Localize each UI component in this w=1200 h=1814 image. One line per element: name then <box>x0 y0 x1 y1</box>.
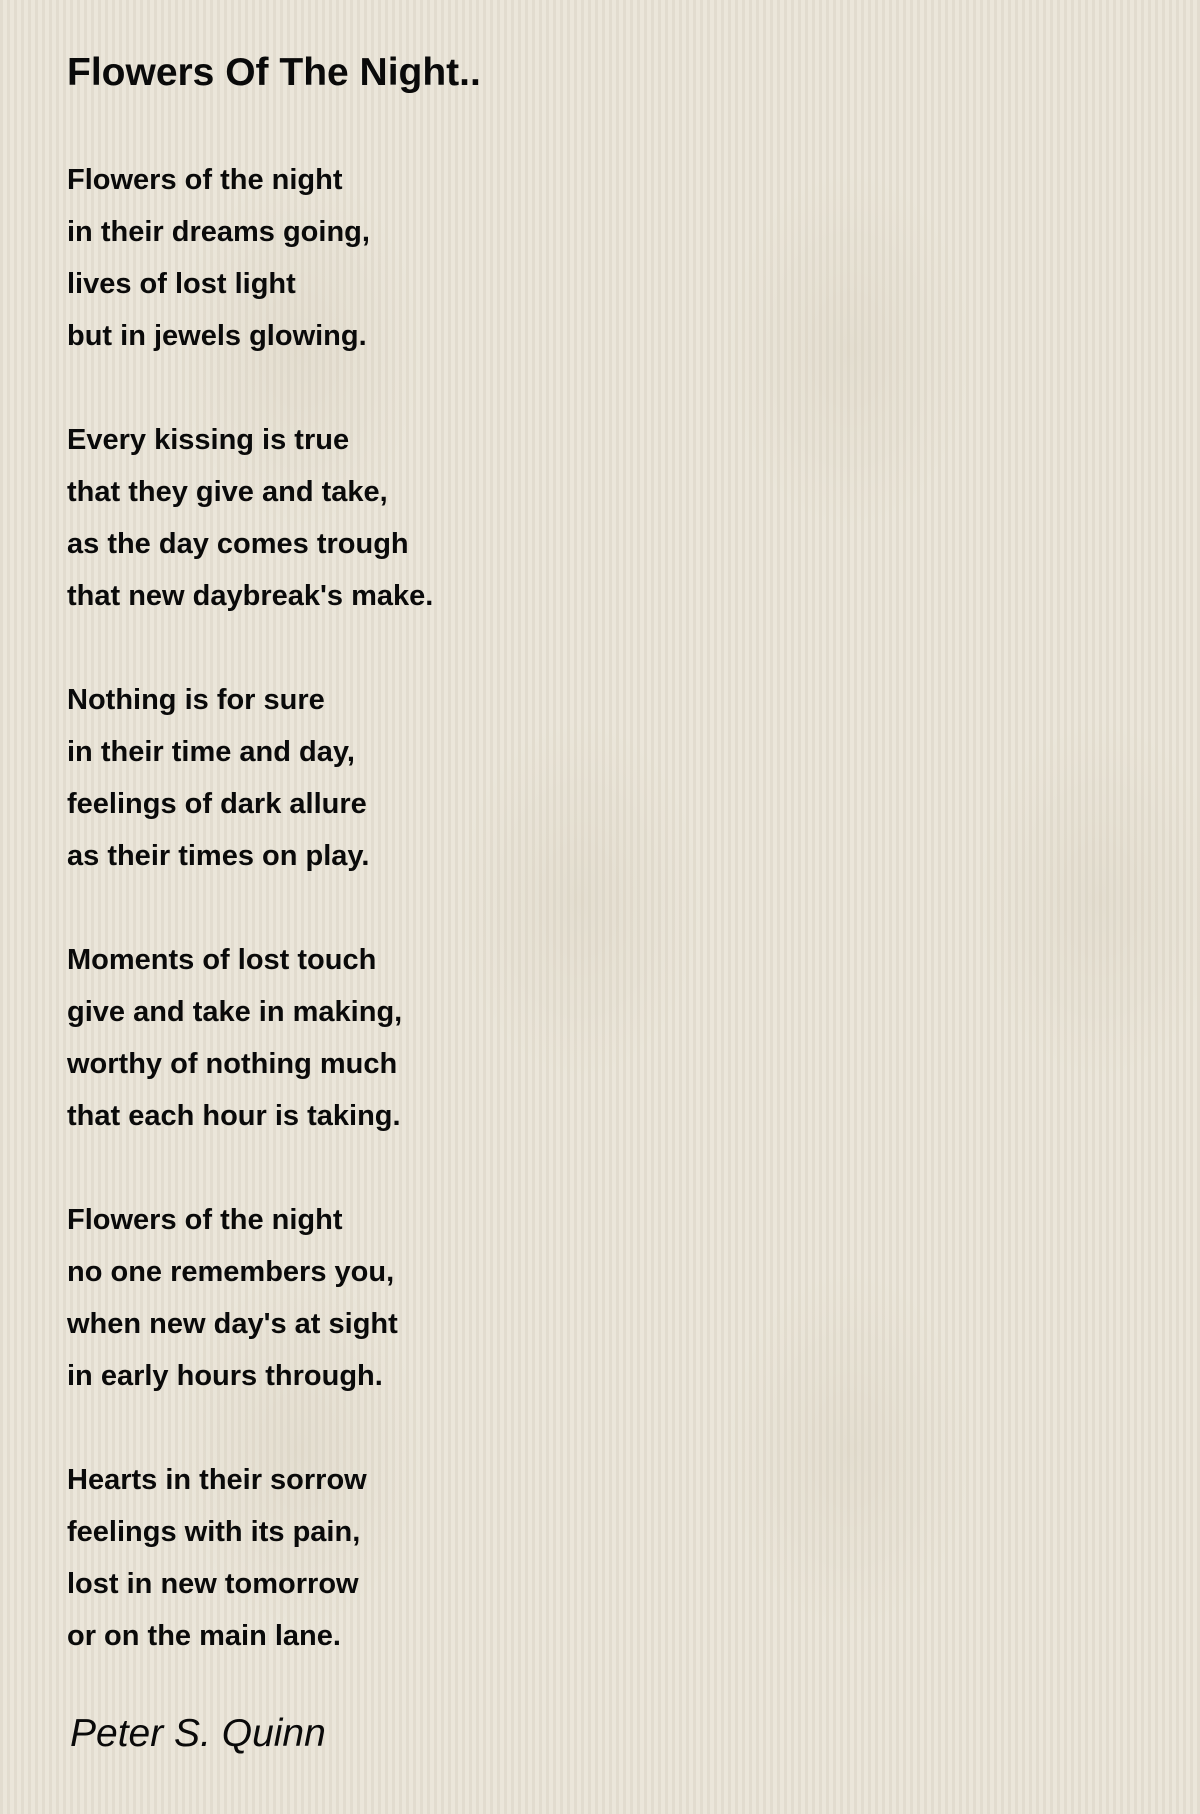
poem-line: as their times on play. <box>67 840 370 872</box>
stanza <box>67 1194 433 1402</box>
poem-line: Flowers of the night <box>67 1204 343 1236</box>
poem-line: lives of lost light <box>67 268 296 300</box>
poem-line: that each hour is taking. <box>67 1100 401 1132</box>
poem-line: feelings of dark allure <box>67 788 367 820</box>
poem-line: Moments of lost touch <box>67 944 377 976</box>
poem-line: that they give and take, <box>67 476 388 508</box>
poem-line: Nothing is for sure <box>67 684 325 716</box>
stanza <box>67 414 433 622</box>
poem-line: feelings with its pain, <box>67 1516 361 1548</box>
poem-line: give and take in making, <box>67 996 403 1028</box>
poem-author: Peter S. Quinn <box>70 1712 326 1755</box>
poem-line: lost in new tomorrow <box>67 1568 359 1600</box>
poem-line: but in jewels glowing. <box>67 320 367 352</box>
stanza <box>67 154 433 362</box>
poem-line: or on the main lane. <box>67 1620 341 1652</box>
poem-line: in their time and day, <box>67 736 355 768</box>
poem-line: in their dreams going, <box>67 216 370 248</box>
stanza <box>67 934 433 1142</box>
poem-line: worthy of nothing much <box>67 1048 398 1080</box>
poem-line: in early hours through. <box>67 1360 383 1392</box>
poem-line: when new day's at sight <box>67 1308 398 1340</box>
poem-line: no one remembers you, <box>67 1256 395 1288</box>
poem-line: as the day comes trough <box>67 528 409 560</box>
poem-line: Hearts in their sorrow <box>67 1464 367 1496</box>
poem-line: Flowers of the night <box>67 164 343 196</box>
stanza <box>67 674 433 882</box>
stanza <box>67 1454 433 1662</box>
poem-body <box>67 154 433 1714</box>
poem-line: Every kissing is true <box>67 424 350 456</box>
poem-line: that new daybreak's make. <box>67 580 434 612</box>
poem-title: Flowers Of The Night.. <box>67 51 481 94</box>
